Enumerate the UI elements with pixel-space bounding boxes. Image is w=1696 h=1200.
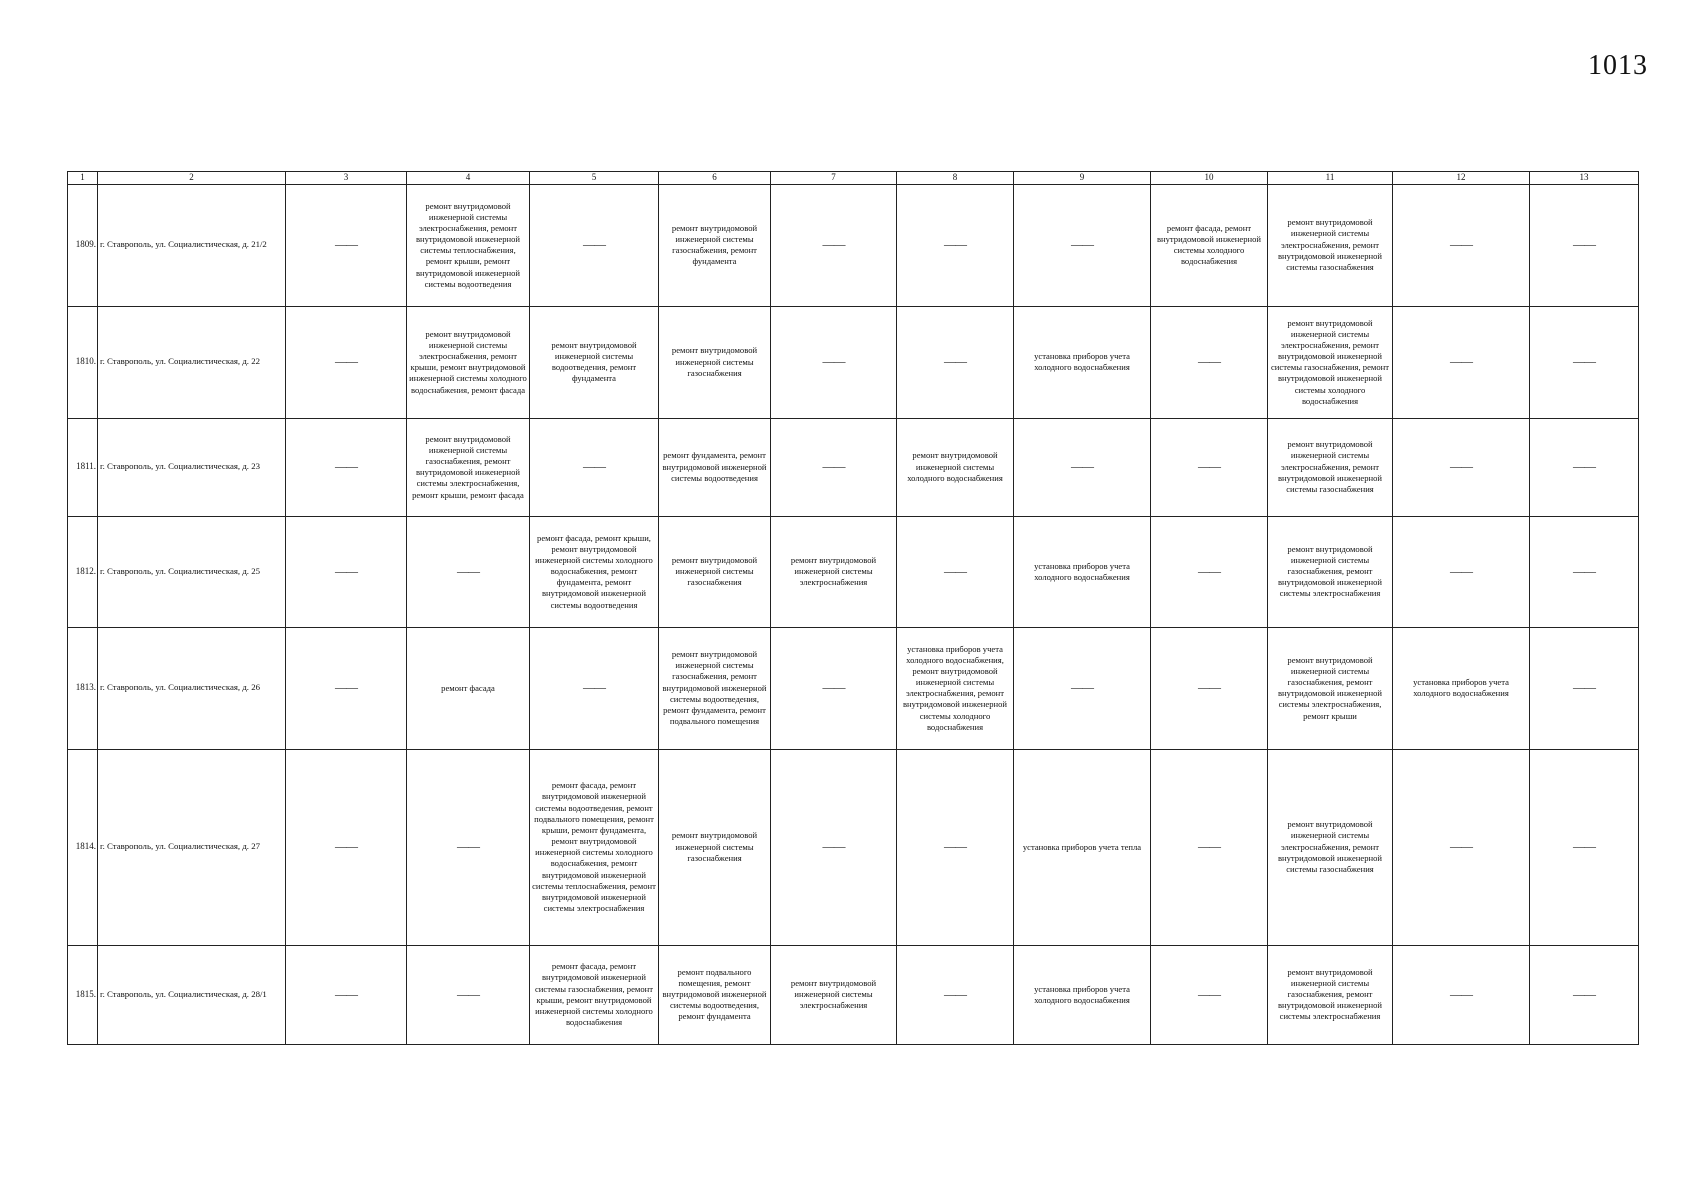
work-cell: ремонт фасада, ремонт крыши, ремонт внутридомовой инженерной системы холодного водоснабжения, ремонт фундамента, ремонт внутридомовой инженерной системы водоотведения <box>530 516 659 627</box>
empty-dash: —— <box>944 839 966 854</box>
work-cell <box>771 749 897 945</box>
table-row <box>68 749 1639 945</box>
work-cell <box>286 516 407 627</box>
empty-dash: —— <box>1573 563 1595 578</box>
row-number: 1815. <box>68 945 98 1044</box>
empty-dash: —— <box>944 986 966 1001</box>
address-cell: г. Ставрополь, ул. Социалистическая, д. 21/2 <box>98 184 286 306</box>
empty-dash: —— <box>822 839 845 854</box>
row-number: 1812. <box>68 516 98 627</box>
work-cell <box>1393 306 1530 418</box>
address-cell: г. Ставрополь, ул. Социалистическая, д. 28/1 <box>98 945 286 1044</box>
work-cell <box>1151 749 1268 945</box>
table-row <box>68 418 1639 516</box>
address-cell: г. Ставрополь, ул. Социалистическая, д. 25 <box>98 516 286 627</box>
work-cell <box>1151 306 1268 418</box>
work-cell: ремонт внутридомовой инженерной системы газоснабжения, ремонт внутридомовой инженерной системы электроснабжения <box>1268 516 1393 627</box>
empty-dash: —— <box>1071 237 1093 252</box>
empty-dash: —— <box>335 986 357 1001</box>
empty-dash: —— <box>1573 459 1595 474</box>
work-cell <box>1530 627 1639 749</box>
work-cell: ремонт внутридомовой инженерной системы водоотведения, ремонт фундамента <box>530 306 659 418</box>
work-cell <box>1014 627 1151 749</box>
empty-dash: —— <box>335 839 357 854</box>
table-body <box>68 184 1639 1044</box>
column-header: 7 <box>771 172 897 185</box>
work-cell <box>897 945 1014 1044</box>
empty-dash: —— <box>1071 459 1093 474</box>
empty-dash: —— <box>822 459 845 474</box>
work-cell <box>771 627 897 749</box>
work-cell <box>407 945 530 1044</box>
empty-dash: —— <box>1450 986 1472 1001</box>
empty-dash: —— <box>944 354 966 369</box>
work-cell: ремонт внутридомовой инженерной системы электроснабжения, ремонт внутридомовой инженерной системы теплоснабжения, ремонт крыши, ремонт внутридомовой инженерной системы водоотведения <box>407 184 530 306</box>
work-cell: ремонт внутридомовой инженерной системы газоснабжения, ремонт внутридомовой инженерной системы электроснабжения <box>1268 945 1393 1044</box>
empty-dash: —— <box>335 680 357 695</box>
work-cell <box>1014 418 1151 516</box>
work-cell <box>771 418 897 516</box>
work-cell <box>530 418 659 516</box>
row-number: 1811. <box>68 418 98 516</box>
empty-dash: —— <box>1198 680 1220 695</box>
column-header: 8 <box>897 172 1014 185</box>
work-cell: ремонт фундамента, ремонт внутридомовой инженерной системы водоотведения <box>659 418 771 516</box>
work-cell: ремонт фасада, ремонт внутридомовой инженерной системы газоснабжения, ремонт крыши, ремонт внутридомовой инженерной системы холодного водоснабжения <box>530 945 659 1044</box>
work-cell: установка приборов учета холодного водоснабжения <box>1393 627 1530 749</box>
work-cell <box>771 306 897 418</box>
empty-dash: —— <box>583 680 605 695</box>
column-header: 3 <box>286 172 407 185</box>
work-cell <box>1151 627 1268 749</box>
work-cell <box>286 627 407 749</box>
work-cell <box>1530 516 1639 627</box>
work-cell <box>1151 516 1268 627</box>
work-cell: установка приборов учета холодного водоснабжения <box>1014 516 1151 627</box>
column-header: 11 <box>1268 172 1393 185</box>
work-cell: ремонт внутридомовой инженерной системы электроснабжения, ремонт внутридомовой инженерной системы газоснабжения <box>1268 184 1393 306</box>
empty-dash: —— <box>1198 459 1220 474</box>
repair-schedule-table <box>67 171 1639 1045</box>
work-cell <box>1151 418 1268 516</box>
work-cell <box>530 184 659 306</box>
row-number: 1809. <box>68 184 98 306</box>
work-cell <box>530 627 659 749</box>
page-number: 1013 <box>1588 50 1648 81</box>
empty-dash: —— <box>944 237 966 252</box>
work-cell <box>897 516 1014 627</box>
work-cell <box>286 418 407 516</box>
work-cell <box>1151 945 1268 1044</box>
work-cell: ремонт фасада <box>407 627 530 749</box>
empty-dash: —— <box>1573 839 1595 854</box>
row-number: 1814. <box>68 749 98 945</box>
work-cell <box>897 749 1014 945</box>
work-cell: ремонт внутридомовой инженерной системы газоснабжения, ремонт фундамента <box>659 184 771 306</box>
work-cell <box>286 184 407 306</box>
work-cell <box>1530 306 1639 418</box>
empty-dash: —— <box>1573 986 1595 1001</box>
work-cell: установка приборов учета тепла <box>1014 749 1151 945</box>
column-header: 9 <box>1014 172 1151 185</box>
table-row <box>68 627 1639 749</box>
empty-dash: —— <box>944 563 966 578</box>
work-cell <box>407 516 530 627</box>
table-row <box>68 184 1639 306</box>
work-cell <box>897 306 1014 418</box>
empty-dash: —— <box>1450 354 1472 369</box>
empty-dash: —— <box>1198 839 1220 854</box>
empty-dash: —— <box>335 459 357 474</box>
row-number: 1813. <box>68 627 98 749</box>
work-cell: установка приборов учета холодного водоснабжения, ремонт внутридомовой инженерной системы электроснабжения, ремонт внутридомовой инженерной системы холодного водоснабжения <box>897 627 1014 749</box>
work-cell <box>1393 418 1530 516</box>
work-cell: ремонт внутридомовой инженерной системы газоснабжения, ремонт внутридомовой инженерной системы электроснабжения, ремонт крыши, ремонт фасада <box>407 418 530 516</box>
empty-dash: —— <box>822 237 845 252</box>
address-cell: г. Ставрополь, ул. Социалистическая, д. 22 <box>98 306 286 418</box>
empty-dash: —— <box>1198 986 1220 1001</box>
column-header: 5 <box>530 172 659 185</box>
work-cell <box>897 184 1014 306</box>
work-cell <box>1014 184 1151 306</box>
work-cell <box>1530 184 1639 306</box>
column-header: 4 <box>407 172 530 185</box>
empty-dash: —— <box>335 354 357 369</box>
empty-dash: —— <box>1071 680 1093 695</box>
work-cell: установка приборов учета холодного водоснабжения <box>1014 306 1151 418</box>
table-row <box>68 306 1639 418</box>
table-row <box>68 516 1639 627</box>
column-header: 2 <box>98 172 286 185</box>
work-cell <box>286 749 407 945</box>
work-cell <box>1530 418 1639 516</box>
empty-dash: —— <box>457 563 479 578</box>
work-cell: ремонт внутридомовой инженерной системы газоснабжения <box>659 306 771 418</box>
empty-dash: —— <box>1573 680 1595 695</box>
column-header: 10 <box>1151 172 1268 185</box>
work-cell: ремонт внутридомовой инженерной системы электроснабжения <box>771 516 897 627</box>
work-cell <box>1393 945 1530 1044</box>
work-cell <box>1393 516 1530 627</box>
empty-dash: —— <box>1450 563 1472 578</box>
work-cell <box>1530 749 1639 945</box>
column-header: 6 <box>659 172 771 185</box>
empty-dash: —— <box>583 459 605 474</box>
empty-dash: —— <box>335 563 357 578</box>
work-cell: ремонт внутридомовой инженерной системы электроснабжения <box>771 945 897 1044</box>
row-number: 1810. <box>68 306 98 418</box>
empty-dash: —— <box>1573 354 1595 369</box>
empty-dash: —— <box>1573 237 1595 252</box>
work-cell <box>286 306 407 418</box>
column-header: 12 <box>1393 172 1530 185</box>
work-cell <box>1530 945 1639 1044</box>
work-cell: ремонт внутридомовой инженерной системы электроснабжения, ремонт крыши, ремонт внутридомовой инженерной системы холодного водоснабжения, ремонт фасада <box>407 306 530 418</box>
header-row <box>68 172 1639 185</box>
empty-dash: —— <box>822 680 845 695</box>
empty-dash: —— <box>583 237 605 252</box>
work-cell: ремонт внутридомовой инженерной системы электроснабжения, ремонт внутридомовой инженерной системы газоснабжения <box>1268 749 1393 945</box>
work-cell: ремонт внутридомовой инженерной системы электроснабжения, ремонт внутридомовой инженерной системы газоснабжения, ремонт внутридомовой инженерной системы холодного водоснабжения <box>1268 306 1393 418</box>
column-header: 1 <box>68 172 98 185</box>
work-cell: ремонт внутридомовой инженерной системы газоснабжения <box>659 749 771 945</box>
work-cell <box>1393 749 1530 945</box>
work-cell: ремонт фасада, ремонт внутридомовой инженерной системы холодного водоснабжения <box>1151 184 1268 306</box>
empty-dash: —— <box>1450 237 1472 252</box>
empty-dash: —— <box>1450 839 1472 854</box>
empty-dash: —— <box>1198 563 1220 578</box>
work-cell: ремонт внутридомовой инженерной системы газоснабжения, ремонт внутридомовой инженерной системы водоотведения, ремонт фундамента, ремонт подвального помещения <box>659 627 771 749</box>
work-cell <box>771 184 897 306</box>
empty-dash: —— <box>1198 354 1220 369</box>
work-cell: ремонт фасада, ремонт внутридомовой инженерной системы водоотведения, ремонт подвального помещения, ремонт крыши, ремонт фундамента, ремонт внутридомовой инженерной системы холодного водоснабжения, ремонт внутридомовой инженерной системы теплоснабжения, ремонт внутридомовой инженерной системы электроснабжения <box>530 749 659 945</box>
empty-dash: —— <box>457 839 479 854</box>
empty-dash: —— <box>1450 459 1472 474</box>
work-cell <box>407 749 530 945</box>
address-cell: г. Ставрополь, ул. Социалистическая, д. 26 <box>98 627 286 749</box>
empty-dash: —— <box>335 237 357 252</box>
work-cell: установка приборов учета холодного водоснабжения <box>1014 945 1151 1044</box>
address-cell: г. Ставрополь, ул. Социалистическая, д. 23 <box>98 418 286 516</box>
empty-dash: —— <box>822 354 845 369</box>
work-cell: ремонт подвального помещения, ремонт внутридомовой инженерной системы водоотведения, ремонт фундамента <box>659 945 771 1044</box>
work-cell <box>286 945 407 1044</box>
work-cell <box>1393 184 1530 306</box>
address-cell: г. Ставрополь, ул. Социалистическая, д. 27 <box>98 749 286 945</box>
column-header: 13 <box>1530 172 1639 185</box>
work-cell: ремонт внутридомовой инженерной системы газоснабжения <box>659 516 771 627</box>
empty-dash: —— <box>457 986 479 1001</box>
work-cell: ремонт внутридомовой инженерной системы электроснабжения, ремонт внутридомовой инженерной системы газоснабжения <box>1268 418 1393 516</box>
work-cell: ремонт внутридомовой инженерной системы холодного водоснабжения <box>897 418 1014 516</box>
table-row <box>68 945 1639 1044</box>
work-cell: ремонт внутридомовой инженерной системы газоснабжения, ремонт внутридомовой инженерной системы электроснабжения, ремонт крыши <box>1268 627 1393 749</box>
